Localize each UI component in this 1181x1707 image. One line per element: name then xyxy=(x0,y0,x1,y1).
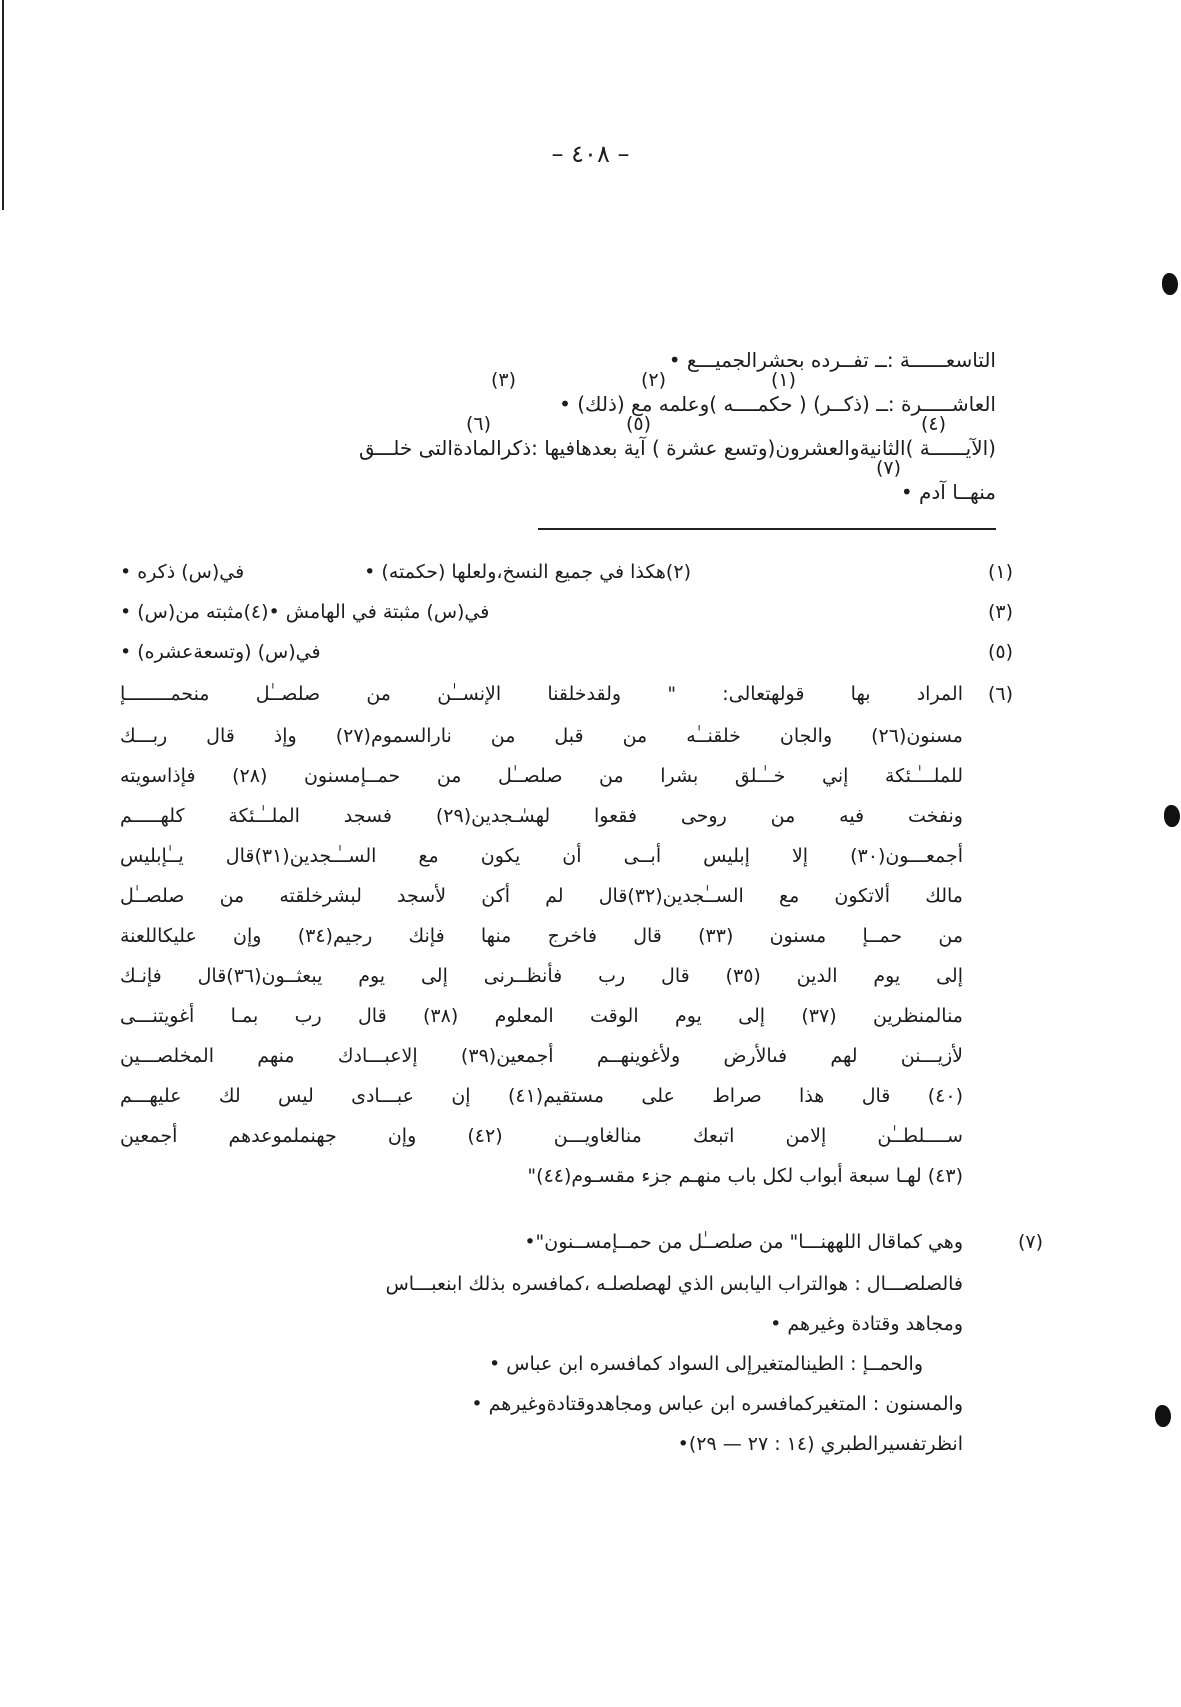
footnote-marker: (١) xyxy=(770,369,796,391)
quote-line: مالك ألاتكون مع الســٰجدين(٣٢)قال لم أكن لأسجد لبشرخلقته من صلصــٰل xyxy=(120,885,963,907)
footnote-3-4 xyxy=(120,592,1013,632)
main-line-4-text: منهــا آدم • xyxy=(900,480,996,504)
footnote-markers xyxy=(150,402,996,435)
footnote-5 xyxy=(120,632,1013,672)
quote-line: (٤٠) قال هذا صراط على مستقيم(٤١) إن عبـــادى ليس لك عليهـــم xyxy=(120,1085,963,1107)
footnote-number: (٧) xyxy=(1017,1231,1043,1253)
footnote-7 xyxy=(120,1220,1043,1464)
quote-line: للملـــٰـئكة إني خــٰـلق بشرا من صلصــٰل من حمــإمسنون (٢٨) فإذاسويته xyxy=(120,765,963,787)
footnote-marker: (٢) xyxy=(640,369,666,391)
footnote-1-text: في(س) ذكره • xyxy=(120,561,245,583)
footnote-marker: (٦) xyxy=(465,413,491,435)
quote-line: إلى يوم الدين (٣٥) قال رب فأنظــرنى إلى يوم يبعثــون(٣٦)قال فإنـك xyxy=(120,965,963,987)
footnote-1-2 xyxy=(120,552,1013,592)
footnote-7-first: وهي كماقال اللههنـــا" من صلصــٰل من حمــإمســنون"• xyxy=(524,1231,963,1253)
main-line-2-text: العاشـــــرة :ــ (ذكــر) ( حكمــــه )وعلمه مع (ذلك) • xyxy=(559,392,996,416)
main-text-block xyxy=(150,338,996,514)
footnote-7-line: ومجاهد وقتادة وغيرهم • xyxy=(770,1313,963,1335)
quote-line: المراد بها قولهتعالى: " ولقدخلقنا الإنســٰن من صلصــٰل منحمــــــــإ xyxy=(120,683,963,705)
footnote-marker: (٤) xyxy=(920,413,946,435)
punch-hole-mark xyxy=(1162,273,1178,295)
main-line-4 xyxy=(150,457,996,514)
footnote-number: (٣) xyxy=(987,601,1013,623)
footnote-7-line: والمسنون : المتغيركمافسره ابن عباس ومجاهدوقتادةوغيرهم • xyxy=(471,1393,963,1415)
quote-line: ســــلطــٰن إلامن اتبعك منالغاويـــن (٤٢) وإن جهنملموعدهم أجمعين xyxy=(120,1125,963,1147)
main-line-3-text: (الآيــــــة )الثانيةوالعشرون(وتسع عشرة ) آية بعدهافيها :ذكرالمادةالتى خلـــق xyxy=(358,436,996,460)
quote-line: من حمــإ مسنون (٣٣) قال فاخرج منها فإنك رجيم(٣٤) وإن عليكاللعنة xyxy=(120,925,964,947)
footnotes-block xyxy=(120,552,1043,1464)
footnote-5-text: في(س) (وتسعةعشره) • xyxy=(120,641,321,663)
scan-edge-line xyxy=(2,0,4,210)
punch-hole-mark xyxy=(1164,805,1180,827)
footnote-number: (١) xyxy=(987,561,1013,583)
footnote-markers xyxy=(150,358,996,391)
quote-line: (٤٣) لهـا سبعة أبواب لكل باب منهـم جزء مقسـوم(٤٤)" xyxy=(527,1165,963,1187)
footnote-markers xyxy=(150,446,996,479)
quote-line: مسنون(٢٦) والجان خلقنــٰه من قبل من نارالسموم(٢٧) وإذ قال ربـــك xyxy=(120,725,963,747)
quote-line: أجمعـــون(٣٠) إلا إبليس أبــى أن يكون مع الســٰـجدين(٣١)قال يــٰإبليس xyxy=(120,845,963,867)
footnote-3-text: في(س) مثبتة في الهامش •(٤)مثبته من(س) • xyxy=(120,601,490,623)
footnote-marker: (٥) xyxy=(625,413,651,435)
footnote-separator xyxy=(538,528,996,530)
footnote-marker: (٧) xyxy=(875,457,901,479)
quote-line: منالمنظرين (٣٧) إلى يوم الوقت المعلوم (٣٨) قال رب بمـا أغويتنـــى xyxy=(120,1005,963,1027)
punch-hole-mark xyxy=(1155,1405,1171,1427)
footnote-7-line: والحمــإ : الطينالمتغيرإلى السواد كمافسره ابن عباس • xyxy=(489,1353,923,1375)
quote-line: لأزيـــنن لهم فىالأرض ولأغوينهــم أجمعين(٣٩) إلاعبـــادك منهم المخلصـــين xyxy=(120,1045,963,1067)
footnote-6 xyxy=(120,672,1013,1196)
footnote-marker: (٣) xyxy=(490,369,516,391)
footnote-7-line: انظرتفسيرالطبري (١٤ : ٢٧ — ٢٩)• xyxy=(677,1433,963,1455)
quote-line: ونفخت فيه من روحى فقعوا لهسٰـجدين(٢٩) فسجد الملــٰـئكة كلهـــــم xyxy=(120,805,963,827)
page-number: – ٤٠٨ – xyxy=(551,140,630,168)
footnote-7-line: فالصلصـــال : هوالتراب اليابس الذي لهصلصلـه ،كمافسره بذلك ابنعبـــاس xyxy=(385,1273,963,1295)
footnote-2-text: (٢)هكذا في جميع النسخ،ولعلها (حكمته) • xyxy=(364,561,691,583)
footnote-number: (٥) xyxy=(987,641,1013,663)
main-line-1-text: التاسعــــــة :ــ تفــرده بحشرالجميـــع • xyxy=(668,348,996,372)
footnote-number: (٦) xyxy=(987,683,1013,705)
